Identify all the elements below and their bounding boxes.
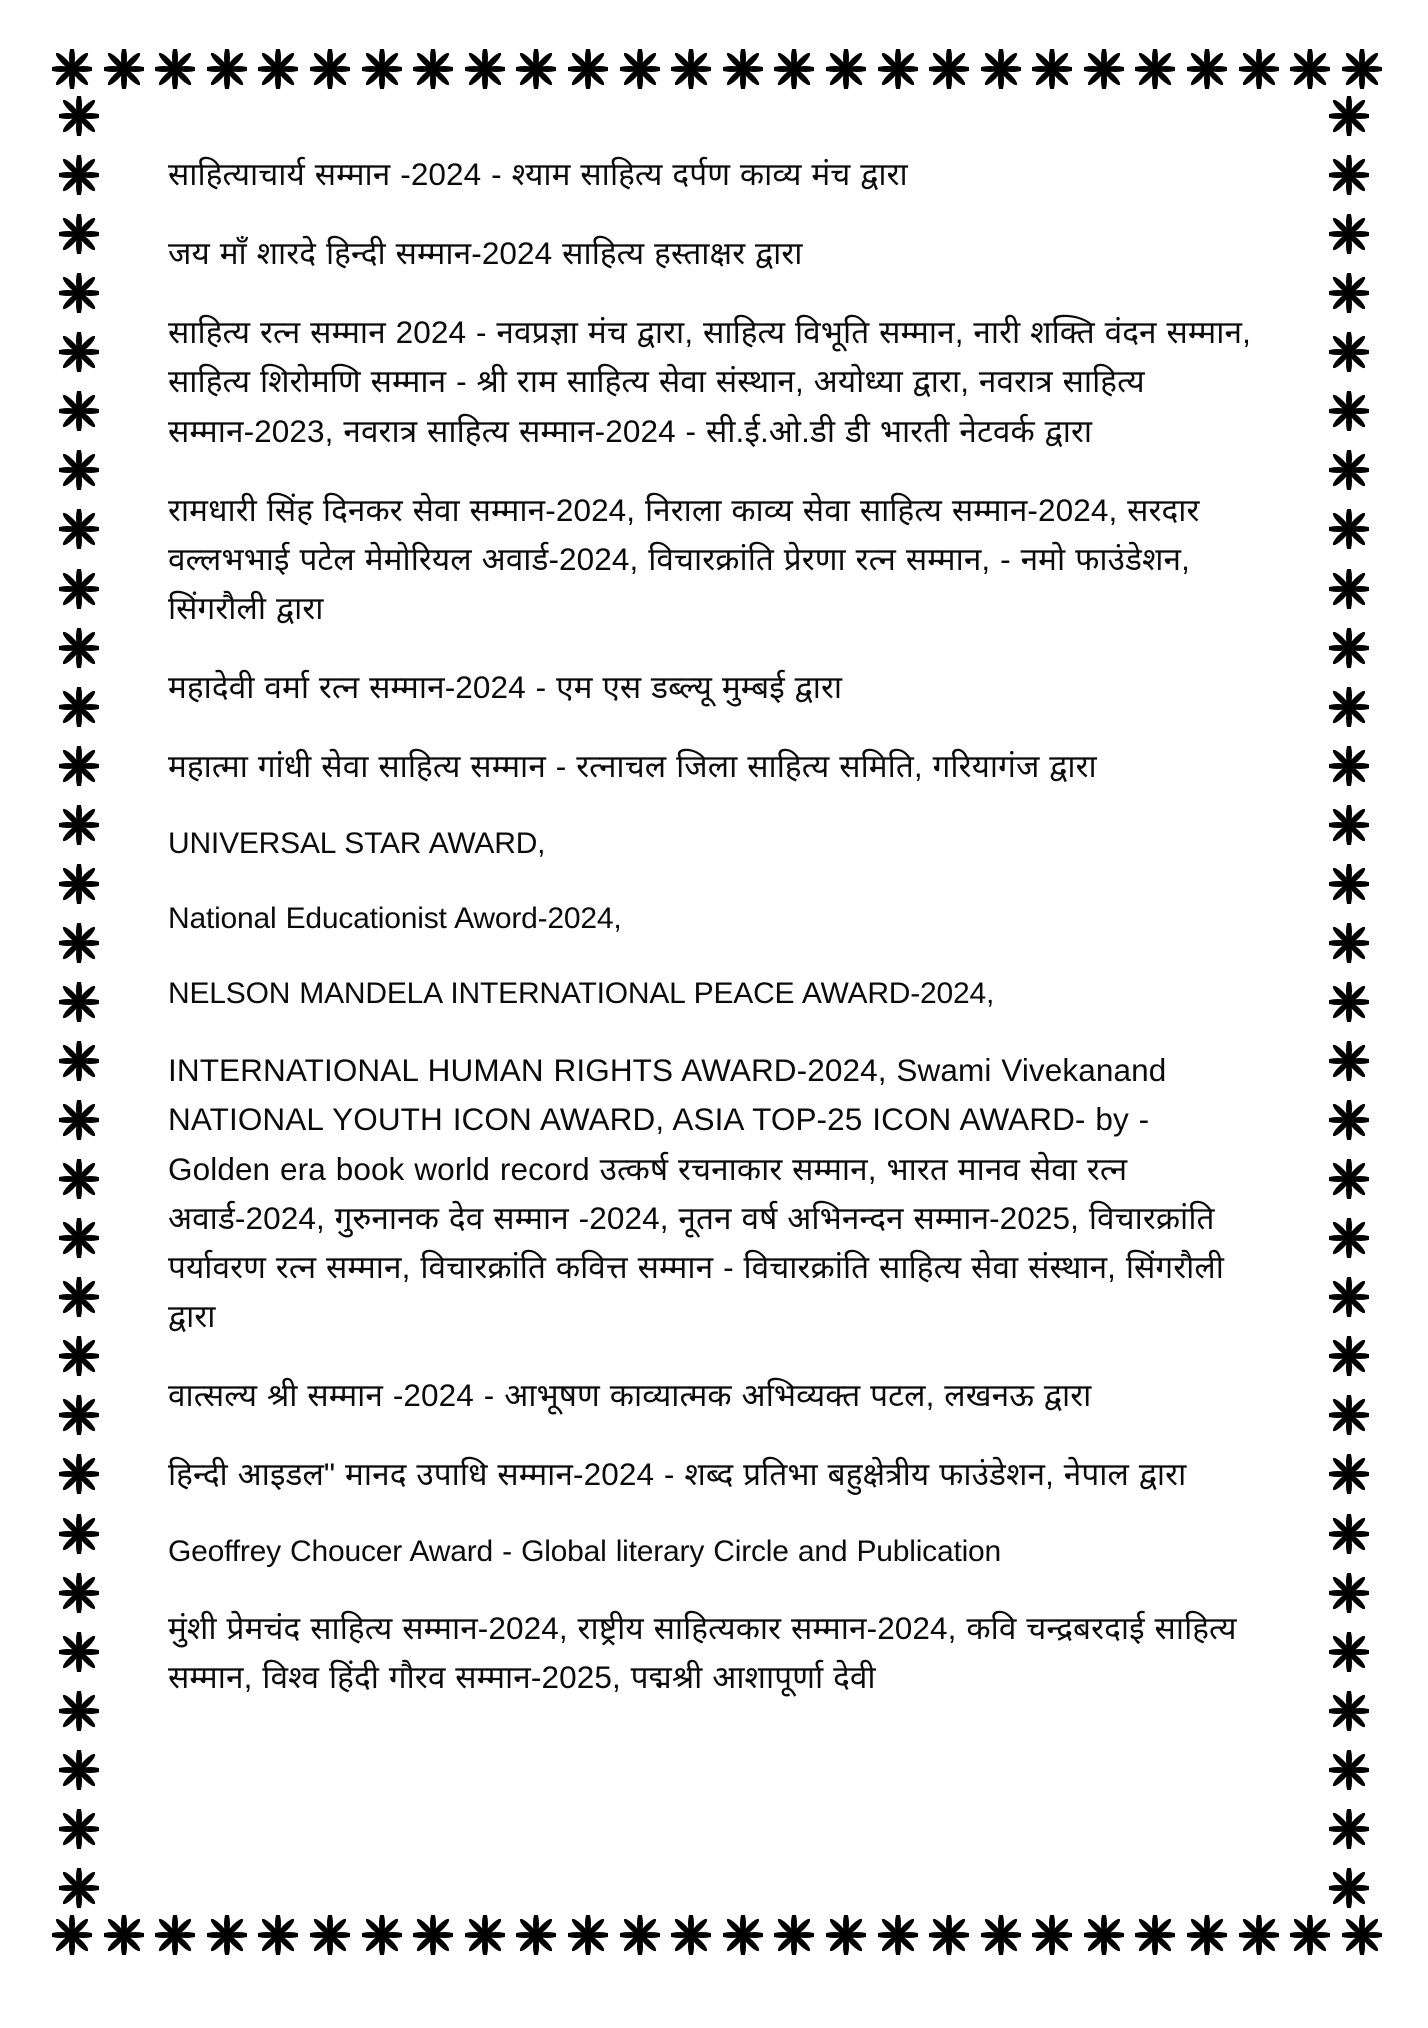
border-asterisk-icon: [362, 1915, 402, 1955]
border-asterisk-icon: [1187, 1915, 1227, 1955]
border-asterisk-icon: [516, 49, 556, 89]
border-asterisk-icon: [1342, 1915, 1382, 1955]
border-asterisk-icon: [1084, 49, 1124, 89]
border-asterisk-icon: [1329, 1809, 1369, 1849]
border-asterisk-icon: [59, 214, 99, 254]
border-asterisk-icon: [1239, 1915, 1279, 1955]
border-asterisk-icon: [59, 155, 99, 195]
border-asterisk-icon: [52, 49, 92, 89]
border-asterisk-icon: [981, 1915, 1021, 1955]
border-asterisk-icon: [1187, 49, 1227, 89]
border-asterisk-icon: [59, 1809, 99, 1849]
border-asterisk-icon: [59, 1336, 99, 1376]
border-asterisk-icon: [59, 1454, 99, 1494]
border-asterisk-icon: [1329, 450, 1369, 490]
border-asterisk-icon: [59, 569, 99, 609]
border-asterisk-icon: [1329, 982, 1369, 1022]
border-asterisk-icon: [1329, 391, 1369, 431]
border-asterisk-icon: [59, 746, 99, 786]
border-asterisk-icon: [59, 1514, 99, 1554]
award-paragraph: महात्मा गांधी सेवा साहित्य सम्मान - रत्नाचल जिला साहित्य समिति, गरियागंज द्वारा: [168, 748, 1097, 785]
border-asterisk-icon: [104, 49, 144, 89]
border-asterisk-icon: [774, 1915, 814, 1955]
border-asterisk-icon: [568, 49, 608, 89]
document-body: [168, 150, 1258, 1733]
border-asterisk-icon: [723, 1915, 763, 1955]
border-asterisk-icon: [1329, 1041, 1369, 1081]
border-asterisk-icon: [1329, 214, 1369, 254]
border-asterisk-icon: [258, 49, 298, 89]
border-asterisk-icon: [568, 1915, 608, 1955]
border-row-top: [52, 42, 1382, 96]
border-asterisk-icon: [59, 1691, 99, 1731]
border-asterisk-icon: [1329, 1691, 1369, 1731]
border-asterisk-icon: [1329, 96, 1369, 136]
border-asterisk-icon: [929, 1915, 969, 1955]
border-asterisk-icon: [1084, 1915, 1124, 1955]
border-asterisk-icon: [59, 1218, 99, 1258]
border-asterisk-icon: [1329, 923, 1369, 963]
border-asterisk-icon: [104, 1915, 144, 1955]
border-asterisk-icon: [723, 49, 763, 89]
border-asterisk-icon: [59, 1395, 99, 1435]
border-asterisk-icon: [1329, 1514, 1369, 1554]
border-asterisk-icon: [310, 1915, 350, 1955]
border-asterisk-icon: [59, 982, 99, 1022]
border-asterisk-icon: [59, 332, 99, 372]
award-paragraph: रामधारी सिंह दिनकर सेवा सम्मान-2024, निराला काव्य सेवा साहित्य सम्मान-2024, सरदार वल्लभभाई पटेल मेमोरियल अवार्ड-2024, विचारक्रांति प्रेरणा रत्न सम्मान, - नमो फाउंडेशन, सिंगरौली द्वारा: [168, 491, 1200, 626]
border-asterisk-icon: [207, 1915, 247, 1955]
border-asterisk-icon: [59, 687, 99, 727]
award-paragraph: मुंशी प्रेमचंद साहित्य सम्मान-2024, राष्ट्रीय साहित्यकार सम्मान-2024, कवि चन्द्रबरदाई साहित्य सम्मान, विश्व हिंदी गौरव सम्मान-2025, पद्मश्री आशापूर्णा देवी: [168, 1610, 1237, 1696]
border-asterisk-icon: [59, 1100, 99, 1140]
border-asterisk-icon: [1329, 1395, 1369, 1435]
border-asterisk-icon: [1342, 49, 1382, 89]
border-asterisk-icon: [59, 1277, 99, 1317]
border-asterisk-icon: [671, 49, 711, 89]
border-asterisk-icon: [59, 1159, 99, 1199]
border-asterisk-icon: [59, 864, 99, 904]
border-asterisk-icon: [155, 49, 195, 89]
award-paragraph: जय माँ शारदे हिन्दी सम्मान-2024 साहित्य हस्ताक्षर द्वारा: [168, 235, 803, 272]
border-asterisk-icon: [516, 1915, 556, 1955]
border-asterisk-icon: [155, 1915, 195, 1955]
border-asterisk-icon: [981, 49, 1021, 89]
border-asterisk-icon: [59, 273, 99, 313]
border-asterisk-icon: [1329, 628, 1369, 668]
border-asterisk-icon: [59, 96, 99, 136]
border-asterisk-icon: [620, 1915, 660, 1955]
border-asterisk-icon: [1329, 746, 1369, 786]
border-asterisk-icon: [1329, 1100, 1369, 1140]
border-asterisk-icon: [1329, 864, 1369, 904]
border-asterisk-icon: [878, 1915, 918, 1955]
border-asterisk-icon: [1290, 49, 1330, 89]
border-asterisk-icon: [310, 49, 350, 89]
border-asterisk-icon: [258, 1915, 298, 1955]
border-asterisk-icon: [59, 923, 99, 963]
border-asterisk-icon: [620, 49, 660, 89]
border-asterisk-icon: [1239, 49, 1279, 89]
border-asterisk-icon: [59, 805, 99, 845]
award-paragraph: महादेवी वर्मा रत्न सम्मान-2024 - एम एस डब्ल्यू मुम्बई द्वारा: [168, 669, 843, 705]
border-asterisk-icon: [465, 49, 505, 89]
border-row-bottom: [52, 1908, 1382, 1962]
border-asterisk-icon: [1329, 1218, 1369, 1258]
border-asterisk-icon: [826, 49, 866, 89]
border-asterisk-icon: [413, 1915, 453, 1955]
border-asterisk-icon: [1329, 1159, 1369, 1199]
award-paragraph: UNIVERSAL STAR AWARD,: [168, 827, 546, 861]
border-asterisk-icon: [465, 1915, 505, 1955]
border-asterisk-icon: [1032, 49, 1072, 89]
border-asterisk-icon: [59, 628, 99, 668]
border-asterisk-icon: [59, 1750, 99, 1790]
award-paragraph: हिन्दी आइडल" मानद उपाधि सम्मान-2024 - शब्द प्रतिभा बहुक्षेत्रीय फाउंडेशन, नेपाल द्वारा: [168, 1456, 1187, 1493]
border-asterisk-icon: [1329, 1632, 1369, 1672]
border-asterisk-icon: [1329, 1868, 1369, 1908]
border-asterisk-icon: [1329, 687, 1369, 727]
border-asterisk-icon: [1329, 509, 1369, 549]
border-asterisk-icon: [826, 1915, 866, 1955]
border-column-right: [1322, 96, 1376, 1908]
award-paragraph: साहित्याचार्य सम्मान -2024 - श्याम साहित्य दर्पण काव्य मंच द्वारा: [168, 156, 908, 192]
border-asterisk-icon: [1135, 1915, 1175, 1955]
border-asterisk-icon: [1329, 273, 1369, 313]
award-paragraph: साहित्य रत्न सम्मान 2024 - नवप्रज्ञा मंच द्वारा, साहित्य विभूति सम्मान, नारी शक्ति वंदन सम्मान, साहित्य शिरोमणि सम्मान - श्री राम साहित्य सेवा संस्थान, अयोध्या द्वारा, नवरात्र साहित्य सम्मान-2023, नवरात्र साहित्य सम्मान-2024 - सी.ई.ओ.डी डी भारती नेटवर्क द्वारा: [168, 314, 1251, 449]
border-asterisk-icon: [207, 49, 247, 89]
border-asterisk-icon: [1329, 1277, 1369, 1317]
border-asterisk-icon: [1329, 1454, 1369, 1494]
border-asterisk-icon: [878, 49, 918, 89]
award-paragraph: INTERNATIONAL HUMAN RIGHTS AWARD-2024, Swami Vivekanand NATIONAL YOUTH ICON AWARD, ASIA TOP-25 ICON AWARD- by - Golden era book world record उत्कर्ष रचनाकार सम्मान, भारत मानव सेवा रत्न अवार्ड-2024, गुरुनानक देव सम्मान -2024, नूतन वर्ष अभिनन्दन सम्मान-2025, विचारक्रांति पर्यावरण रत्न सम्मान, विचारक्रांति कवित्त सम्मान - विचारक्रांति साहित्य सेवा संस्थान, सिंगरौली द्वारा: [168, 1052, 1225, 1334]
border-asterisk-icon: [59, 450, 99, 490]
border-asterisk-icon: [59, 1041, 99, 1081]
border-asterisk-icon: [413, 49, 453, 89]
border-asterisk-icon: [59, 1632, 99, 1672]
border-asterisk-icon: [362, 49, 402, 89]
border-column-left: [52, 96, 106, 1908]
border-asterisk-icon: [59, 391, 99, 431]
border-asterisk-icon: [1329, 1336, 1369, 1376]
award-paragraph: NELSON MANDELA INTERNATIONAL PEACE AWARD-2024,: [168, 977, 995, 1011]
border-asterisk-icon: [1290, 1915, 1330, 1955]
border-asterisk-icon: [929, 49, 969, 89]
border-asterisk-icon: [1032, 1915, 1072, 1955]
border-asterisk-icon: [59, 1868, 99, 1908]
border-asterisk-icon: [1329, 569, 1369, 609]
border-asterisk-icon: [59, 509, 99, 549]
award-paragraph: वात्सल्य श्री सम्मान -2024 - आभूषण काव्यात्मक अभिव्यक्त पटल, लखनऊ द्वारा: [168, 1377, 1092, 1413]
border-asterisk-icon: [1329, 1750, 1369, 1790]
award-paragraph: Geoffrey Choucer Award - Global literary Circle and Publication: [168, 1535, 1002, 1569]
award-paragraph: National Educationist Aword-2024,: [168, 902, 622, 936]
border-asterisk-icon: [774, 49, 814, 89]
border-asterisk-icon: [1329, 155, 1369, 195]
border-asterisk-icon: [59, 1573, 99, 1613]
border-asterisk-icon: [1329, 805, 1369, 845]
border-asterisk-icon: [1329, 1573, 1369, 1613]
border-asterisk-icon: [1329, 332, 1369, 372]
border-asterisk-icon: [52, 1915, 92, 1955]
border-asterisk-icon: [671, 1915, 711, 1955]
border-asterisk-icon: [1135, 49, 1175, 89]
